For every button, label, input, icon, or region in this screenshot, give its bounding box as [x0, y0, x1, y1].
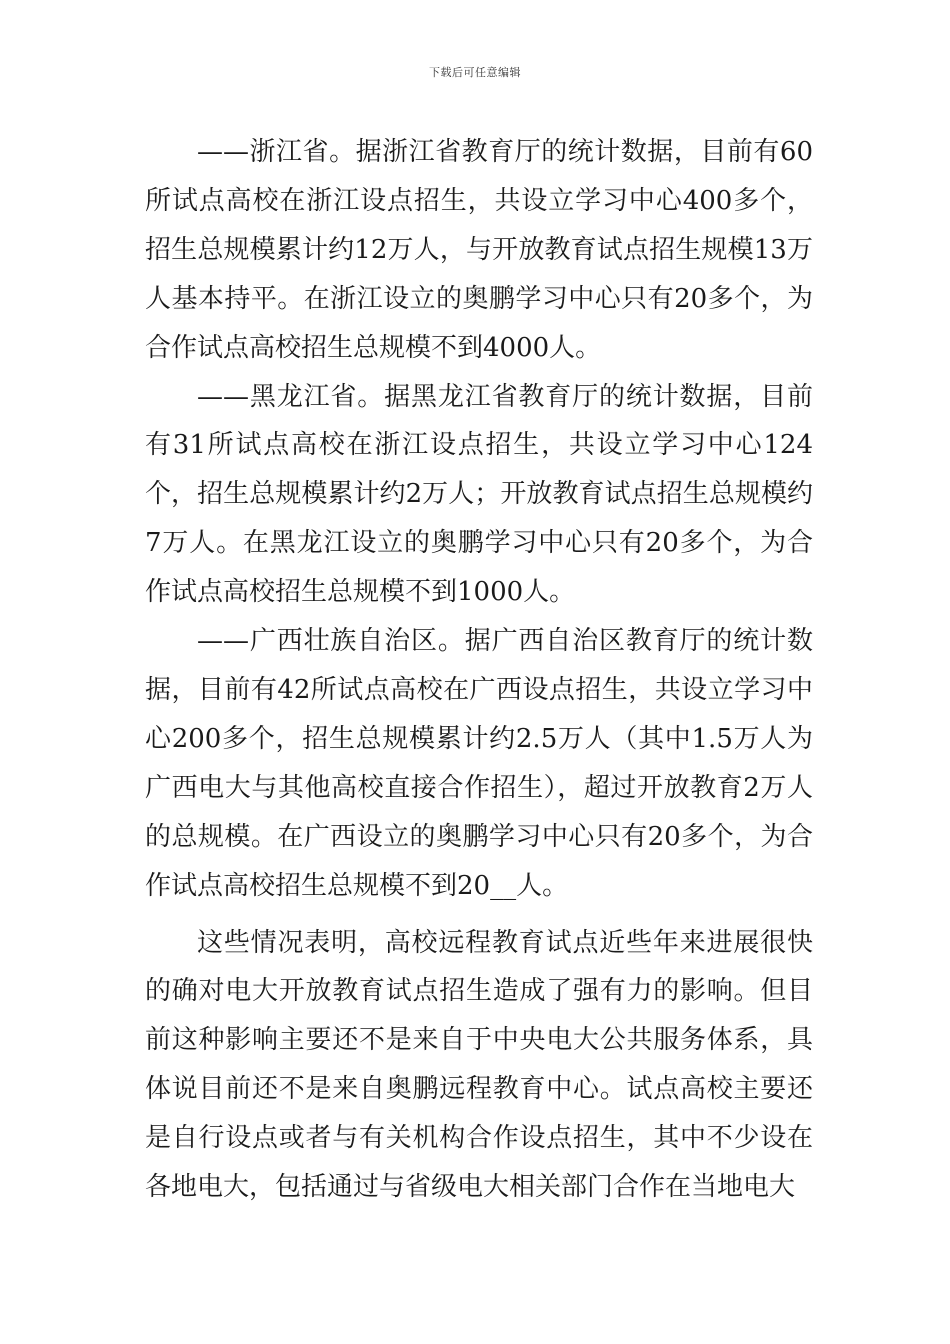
page-header-note: 下载后可任意编辑 [429, 66, 521, 79]
paragraph-zhejiang: ——浙江省。据浙江省教育厅的统计数据，目前有60所试点高校在浙江设点招生，共设立学习中心400多个，招生总规模累计约12万人，与开放教育试点招生规模13万人基本持平。在浙江设立的奥鹏学习中心只有20多个，为合作试点高校招生总规模不到4000人。 [145, 137, 813, 363]
paragraph-conclusion: 这些情况表明，高校远程教育试点近些年来进展很快的确对电大开放教育试点招生造成了强有力的影响。但目前这种影响主要还不是来自于中央电大公共服务体系，具体说目前还不是来自奥鹏远程教育中心。试点高校主要还是自行设点或者与有关机构合作设点招生，其中不少设在各地电大，包括通过与省级电大相关部门合作在当地电大 [145, 927, 813, 1203]
document-body [145, 128, 813, 1212]
paragraph-guangxi: ——广西壮族自治区。据广西自治区教育厅的统计数据，目前有42所试点高校在广西设点招生，共设立学习中心200多个，招生总规模累计约2.5万人（其中1.5万人为广西电大与其他高校直接合作招生），超过开放教育2万人的总规模。在广西设立的奥鹏学习中心只有20多个，为合作试点高校招生总规模不到20__人。 [145, 626, 813, 901]
paragraph-heilongjiang: ——黑龙江省。据黑龙江省教育厅的统计数据，目前有31所试点高校在浙江设点招生，共设立学习中心124个，招生总规模累计约2万人；开放教育试点招生总规模约7万人。在黑龙江设立的奥鹏学习中心只有20多个，为合作试点高校招生总规模不到1000人。 [145, 381, 813, 608]
